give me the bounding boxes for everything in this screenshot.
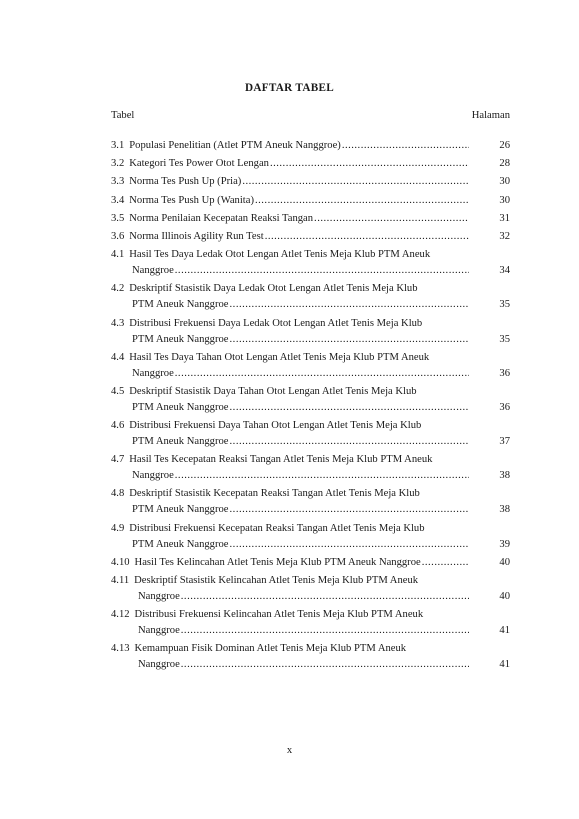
table-entry[interactable] <box>111 418 510 450</box>
dot-leader <box>181 623 469 639</box>
table-entry[interactable] <box>111 138 510 154</box>
table-entry-page: 28 <box>499 158 510 170</box>
table-entry-title: Distribusi Frekuensi Kecepatan Reaksi Tangan Atlet Tenis Meja Klub <box>129 522 425 534</box>
table-entry-title: Hasil Tes Daya Ledak Otot Lengan Atlet Tenis Meja Klub PTM Aneuk <box>129 249 431 261</box>
table-entry-page: 31 <box>499 212 510 224</box>
table-entry-number: 3.2 <box>111 158 125 170</box>
table-entry-page: 30 <box>499 194 510 206</box>
table-entry-title: PTM Aneuk Nanggroe <box>132 401 229 413</box>
table-entry-title: Deskriptif Stasistik Daya Tahan Otot Lengan Atlet Tenis Meja Klub <box>129 385 417 397</box>
dot-leader <box>175 366 469 382</box>
table-entry-number: 4.8 <box>111 488 125 500</box>
dot-leader <box>230 537 469 553</box>
table-entry-title: Hasil Tes Kelincahan Atlet Tenis Meja Klub PTM Aneuk Nanggroe <box>134 556 421 568</box>
table-entry-title: Norma Illinois Agility Run Test <box>129 230 264 242</box>
table-entry-title: Distribusi Frekuensi Kelincahan Atlet Tenis Meja Klub PTM Aneuk <box>134 609 424 621</box>
table-entry-title: Nanggroe <box>138 659 180 671</box>
table-entry[interactable] <box>111 156 510 172</box>
table-entry-number: 4.6 <box>111 420 125 432</box>
table-entry-title: Nanggroe <box>138 625 180 637</box>
table-entry-number: 3.6 <box>111 230 125 242</box>
table-entry-page: 41 <box>499 625 510 637</box>
table-entry[interactable] <box>111 384 510 416</box>
dot-leader <box>181 657 469 673</box>
table-entry[interactable] <box>111 486 510 518</box>
table-entry-title: PTM Aneuk Nanggroe <box>132 538 229 550</box>
table-entry-page: 30 <box>499 176 510 188</box>
dot-leader <box>230 434 469 450</box>
dot-leader <box>175 263 469 279</box>
table-entry-page: 35 <box>499 299 510 311</box>
table-entry-page: 26 <box>499 140 510 151</box>
dot-leader <box>242 174 469 190</box>
dot-leader <box>175 468 469 484</box>
table-entry-title: Distribusi Frekuensi Daya Ledak Otot Lengan Atlet Tenis Meja Klub <box>129 317 423 329</box>
column-header-page: Halaman <box>471 110 510 121</box>
dot-leader <box>342 138 469 154</box>
table-entry-title: Nanggroe <box>138 591 180 602</box>
table-entry-page: 41 <box>499 659 510 671</box>
table-entry-page: 40 <box>499 591 510 602</box>
dot-leader <box>422 555 469 571</box>
table-entry[interactable] <box>111 193 510 209</box>
table-entry[interactable] <box>111 174 510 190</box>
table-entry-title: Deskriptif Stasistik Kecepatan Reaksi Tangan Atlet Tenis Meja Klub <box>129 488 420 500</box>
table-entry-page: 39 <box>499 538 510 550</box>
table-entry[interactable] <box>111 229 510 245</box>
table-entry-page: 34 <box>499 265 510 277</box>
table-entry-number: 4.2 <box>111 283 125 295</box>
table-entry-title: PTM Aneuk Nanggroe <box>132 333 229 345</box>
table-entry-page: 38 <box>499 504 510 516</box>
table-entry[interactable] <box>111 555 510 571</box>
table-entry-title: Deskriptif Stasistik Daya Ledak Otot Lengan Atlet Tenis Meja Klub <box>129 283 418 295</box>
table-entry-number: 4.5 <box>111 385 125 397</box>
table-entry[interactable] <box>111 211 510 227</box>
table-entry-number: 4.12 <box>111 609 130 621</box>
table-entry-title: PTM Aneuk Nanggroe <box>132 299 229 311</box>
table-entry-page: 36 <box>499 367 510 379</box>
table-entry-title: Nanggroe <box>132 265 174 277</box>
table-entry-number: 3.4 <box>111 194 125 206</box>
table-entry-number: 4.13 <box>111 643 130 655</box>
table-entry-title: Norma Tes Push Up (Pria) <box>129 176 242 188</box>
dot-leader <box>255 193 469 209</box>
table-entry-number: 3.3 <box>111 176 125 188</box>
table-entry[interactable] <box>111 316 510 348</box>
dot-leader <box>265 229 469 245</box>
table-list <box>111 138 510 676</box>
dot-leader <box>181 589 469 605</box>
table-entry[interactable] <box>111 452 510 484</box>
table-entry-title: Norma Tes Push Up (Wanita) <box>129 194 254 206</box>
table-entry-page: 35 <box>499 333 510 345</box>
table-entry-title: PTM Aneuk Nanggroe <box>132 504 229 516</box>
table-entry-number: 4.9 <box>111 522 125 534</box>
dot-leader <box>270 156 469 172</box>
table-entry-number: 4.4 <box>111 351 125 363</box>
column-header <box>111 110 510 121</box>
table-entry-number: 4.3 <box>111 317 125 329</box>
table-entry[interactable] <box>111 641 510 673</box>
table-entry-title: Kategori Tes Power Otot Lengan <box>129 158 269 170</box>
table-entry-number: 4.7 <box>111 454 125 466</box>
table-entry-page: 38 <box>499 470 510 482</box>
column-header-table: Tabel <box>111 110 135 121</box>
table-entry-title: Hasil Tes Daya Tahan Otot Lengan Atlet Tenis Meja Klub PTM Aneuk <box>129 351 430 363</box>
table-entry-number: 3.5 <box>111 212 125 224</box>
page-title: DAFTAR TABEL <box>244 82 335 94</box>
table-entry-number: 3.1 <box>111 140 125 151</box>
table-entry-number: 4.11 <box>111 575 130 586</box>
table-entry-number: 4.1 <box>111 249 125 261</box>
table-entry-title: Kemampuan Fisik Dominan Atlet Tenis Meja Klub PTM Aneuk <box>134 643 407 655</box>
table-entry-title: Distribusi Frekuensi Daya Tahan Otot Lengan Atlet Tenis Meja Klub <box>129 420 422 432</box>
table-entry-page: 40 <box>499 556 510 568</box>
dot-leader <box>230 332 469 348</box>
table-entry-title: PTM Aneuk Nanggroe <box>132 436 229 448</box>
table-entry-title: Nanggroe <box>132 470 174 482</box>
dot-leader <box>314 211 469 227</box>
table-entry[interactable] <box>111 247 510 279</box>
table-entry-page: 32 <box>499 230 510 242</box>
dot-leader <box>230 297 469 313</box>
table-entry[interactable] <box>111 521 510 553</box>
table-entry-number: 4.10 <box>111 556 130 568</box>
table-entry-page: 36 <box>499 401 510 413</box>
table-entry[interactable] <box>111 350 510 382</box>
dot-leader <box>230 502 469 518</box>
table-entry-title: Hasil Tes Kecepatan Reaksi Tangan Atlet Tenis Meja Klub PTM Aneuk <box>129 454 433 466</box>
dot-leader <box>230 400 469 416</box>
table-entry-page: 37 <box>499 436 510 448</box>
table-entry[interactable] <box>111 607 510 639</box>
table-entry-title: Populasi Penelitian (Atlet PTM Aneuk Nanggroe) <box>129 140 341 151</box>
table-entry-title: Deskriptif Stasistik Kelincahan Atlet Tenis Meja Klub PTM Aneuk <box>134 575 419 586</box>
table-entry[interactable] <box>111 281 510 313</box>
table-entry-title: Nanggroe <box>132 367 174 379</box>
page-number: x <box>286 745 293 756</box>
table-entry[interactable] <box>111 573 510 605</box>
table-entry-title: Norma Penilaian Kecepatan Reaksi Tangan <box>129 212 314 224</box>
